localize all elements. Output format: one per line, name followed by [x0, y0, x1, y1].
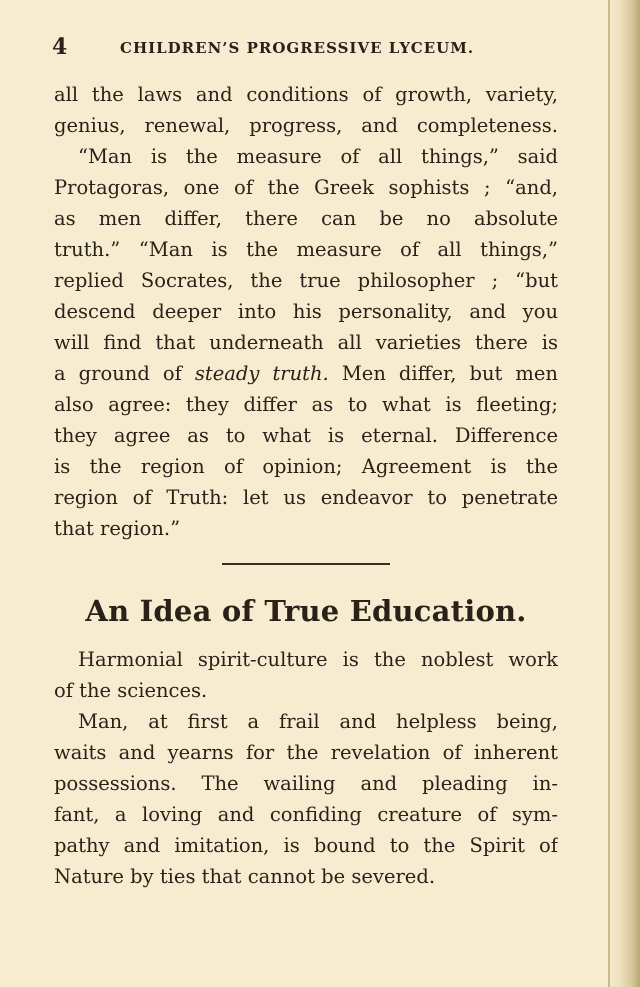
text-line: Nature by ties that cannot be severed. — [54, 865, 436, 888]
text-line: possessions. The wailing and pleading in- — [54, 772, 558, 795]
page-header — [52, 34, 504, 60]
text-line: will find that underneath all varieties there is — [54, 331, 558, 354]
page-gutter-shadow — [606, 0, 640, 987]
text-line: all the laws and conditions of growth, variety, — [54, 83, 558, 106]
text-line: pathy and imitation, is bound to the Spirit of — [54, 834, 558, 857]
passage-one — [54, 79, 558, 544]
text-line: of the sciences. — [54, 679, 208, 702]
section-heading: An Idea of True Education. — [85, 594, 527, 628]
running-head: CHILDREN’S PROGRESSIVE LYCEUM. — [120, 39, 475, 57]
page-number: 4 — [52, 34, 68, 60]
text-line: truth.” “Man is the measure of all things,” — [54, 238, 558, 261]
text-line: is the region of opinion; Agreement is the — [54, 455, 558, 478]
text-line-with-emphasis — [54, 358, 558, 389]
text-line: Protagoras, one of the Greek sophists ; “and, — [54, 176, 558, 199]
text-line: they agree as to what is eternal. Difference — [54, 424, 558, 447]
page-edge-line — [608, 0, 610, 987]
text-line: as men differ, there can be no absolute — [54, 207, 558, 230]
section-body — [54, 644, 558, 892]
emphasis-text: steady truth. — [194, 362, 329, 385]
text-line: “Man is the measure of all things,” said — [78, 145, 558, 168]
text-run: a ground of — [54, 362, 195, 385]
text-line: waits and yearns for the revelation of inherent — [54, 741, 558, 764]
text-line: that region.” — [54, 517, 181, 540]
text-line: also agree: they differ as to what is fleeting; — [54, 393, 558, 416]
text-line: replied Socrates, the true philosopher ; “but — [54, 269, 558, 292]
section-divider — [222, 563, 390, 565]
text-line: genius, renewal, progress, and completeness. — [54, 114, 558, 137]
text-line: Man, at first a frail and helpless being, — [78, 710, 558, 733]
text-line: descend deeper into his personality, and you — [54, 300, 558, 323]
text-line: Harmonial spirit-culture is the noblest work — [78, 648, 558, 671]
text-line: fant, a loving and confiding creature of sym- — [54, 803, 558, 826]
text-run: Men differ, but men — [328, 362, 558, 385]
text-line: region of Truth: let us endeavor to penetrate — [54, 486, 558, 509]
